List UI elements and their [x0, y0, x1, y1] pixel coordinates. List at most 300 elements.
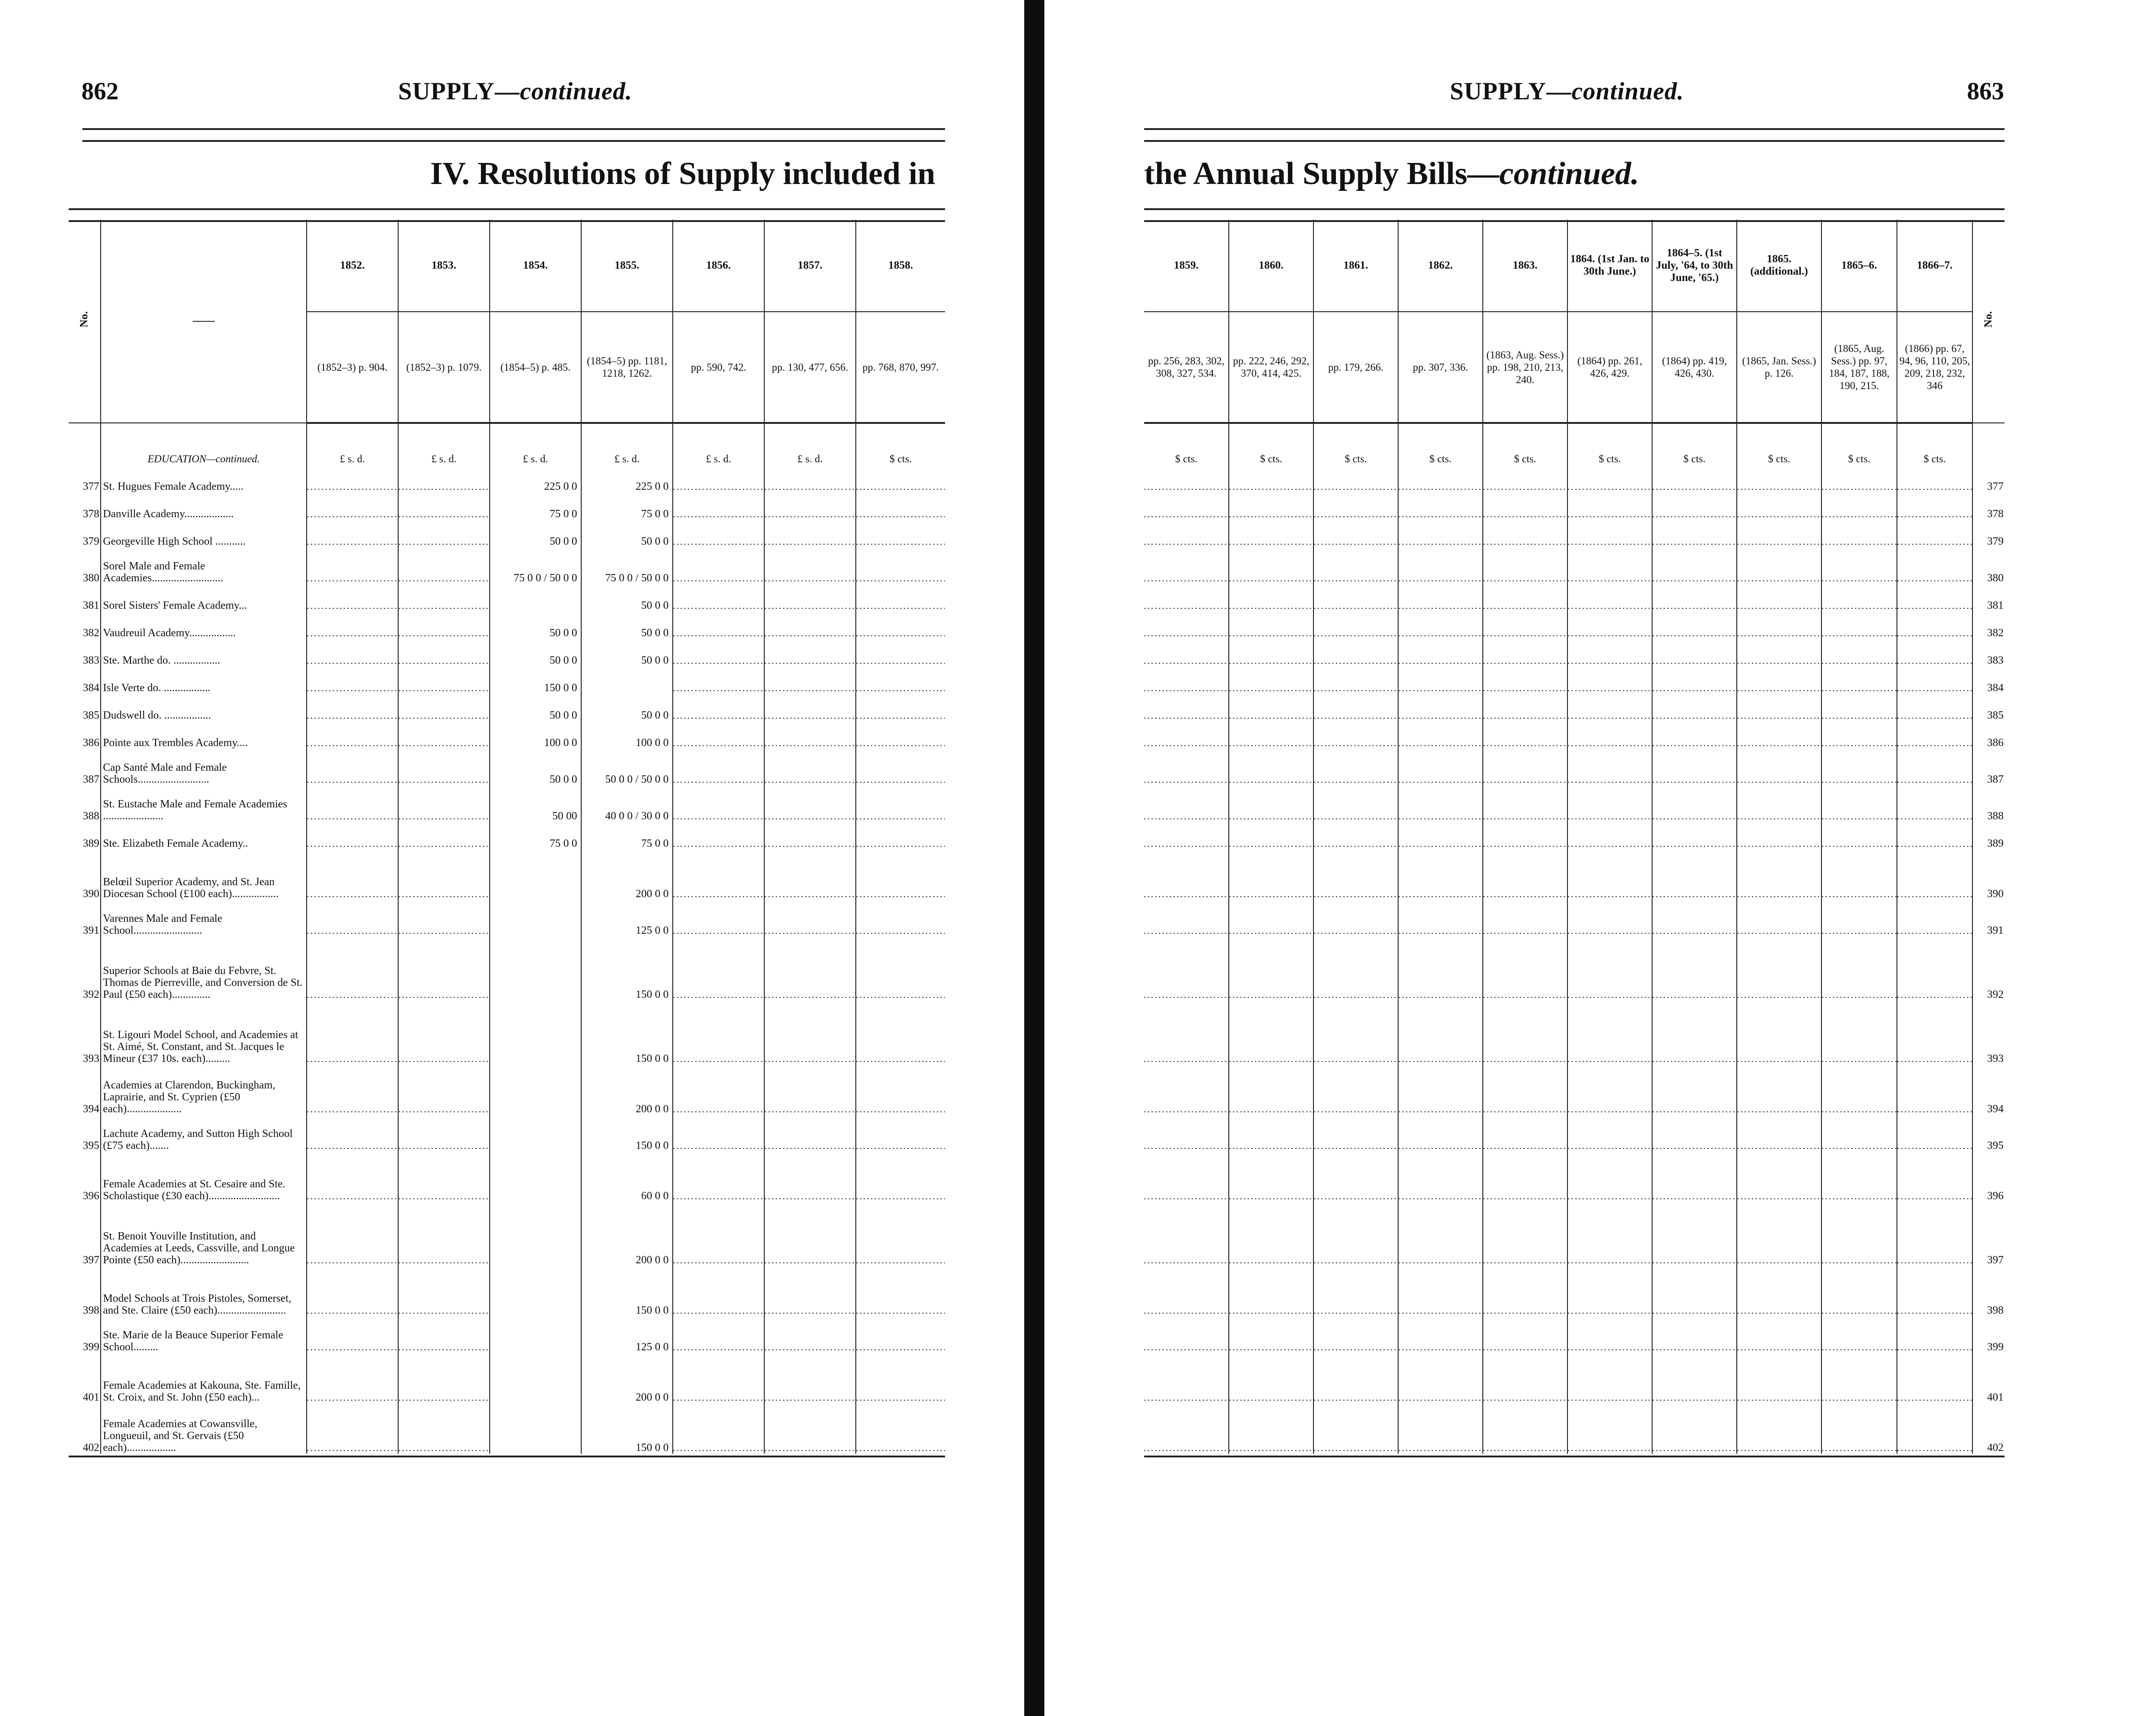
table-row: [69, 850, 945, 900]
empty-cell: [1652, 1316, 1737, 1353]
empty-cell: [1567, 1266, 1652, 1316]
unit-label: $ cts.: [1737, 423, 1821, 465]
empty-cell: [1229, 1266, 1313, 1316]
empty-cell: [764, 1266, 856, 1316]
unit-label: £ s. d.: [398, 423, 490, 465]
table-row: [69, 520, 945, 547]
row-item: Pointe aux Trembles Academy....: [101, 721, 307, 749]
empty-cell: [1144, 520, 1229, 547]
empty-cell: [307, 1115, 398, 1152]
ref-header-7: (1865, Jan. Sess.) p. 126.: [1737, 312, 1821, 423]
ref-header-5: pp. 130, 477, 656.: [764, 312, 856, 423]
ref-header-3: (1854–5) pp. 1181, 1218, 1262.: [581, 312, 673, 423]
table-row: [69, 1115, 945, 1152]
row-number: 384: [83, 682, 99, 694]
table-row: [69, 936, 945, 1001]
empty-cell: [1313, 520, 1398, 547]
empty-cell: [1821, 666, 1897, 694]
empty-cell: [1897, 639, 1972, 666]
empty-cell: [1897, 1353, 1972, 1403]
empty-cell: [1567, 721, 1652, 749]
empty-cell: [1567, 694, 1652, 721]
row-number: 388: [83, 810, 99, 822]
empty-cell: [398, 1316, 490, 1353]
empty-cell: [856, 749, 945, 785]
empty-cell: [856, 694, 945, 721]
empty-cell: [1313, 900, 1398, 936]
empty-cell: [1737, 1152, 1821, 1202]
empty-cell: [1821, 547, 1897, 584]
empty-cell: [398, 612, 490, 639]
empty-cell: [1144, 721, 1229, 749]
header-rule-left: [82, 128, 945, 142]
empty-cell: [856, 850, 945, 900]
empty-cell: [1652, 1065, 1737, 1115]
empty-cell: [1652, 493, 1737, 520]
empty-cell: [673, 1316, 764, 1353]
no-column-header: No.: [69, 220, 101, 423]
empty-cell: [1483, 1353, 1567, 1403]
empty-cell: [1652, 612, 1737, 639]
empty-cell: [673, 1353, 764, 1403]
empty-cell: [673, 850, 764, 900]
empty-cell: [1567, 1065, 1652, 1115]
table-row: [69, 1152, 945, 1202]
empty-cell: [673, 1065, 764, 1115]
empty-cell: [1567, 1316, 1652, 1353]
empty-cell: [1229, 1316, 1313, 1353]
table-bottom-rule-left: [69, 1456, 945, 1457]
year-header-1: 1853.: [398, 220, 490, 312]
ref-header-8: (1865, Aug. Sess.) pp. 97, 184, 187, 188, 190, 215.: [1821, 312, 1897, 423]
row-item: Varennes Male and Female School.........................: [101, 900, 307, 936]
empty-cell: [1652, 639, 1737, 666]
empty-cell: [1313, 465, 1398, 493]
row-number: 380: [1972, 547, 2005, 584]
year-header-6: 1858.: [856, 220, 945, 312]
row-item: Sorel Sisters' Female Academy...: [101, 584, 307, 612]
table-row: [1144, 1065, 2005, 1115]
empty-cell: [673, 493, 764, 520]
empty-cell: [398, 1266, 490, 1316]
empty-cell: [1567, 749, 1652, 785]
year-header-3: 1862.: [1398, 220, 1483, 312]
unit-label: $ cts.: [1398, 423, 1483, 465]
empty-cell: [1737, 850, 1821, 900]
empty-cell: [307, 1001, 398, 1065]
table-row: [1144, 785, 2005, 822]
empty-cell: [1144, 1266, 1229, 1316]
value-1854: [490, 850, 581, 900]
value-1855: 100 0 0: [581, 721, 673, 749]
empty-cell: [1652, 694, 1737, 721]
empty-cell: [1398, 1001, 1483, 1065]
empty-cell: [1897, 1202, 1972, 1266]
empty-cell: [1897, 1152, 1972, 1202]
table-heading-left: IV. Resolutions of Supply included in: [430, 156, 935, 191]
empty-cell: [1483, 900, 1567, 936]
empty-cell: [1144, 1065, 1229, 1115]
empty-cell: [856, 1403, 945, 1454]
empty-cell: [1313, 493, 1398, 520]
empty-cell: [1313, 1202, 1398, 1266]
value-1855: 75 0 0: [581, 822, 673, 850]
value-1854: 75 0 0: [490, 822, 581, 850]
empty-cell: [1897, 1065, 1972, 1115]
empty-cell: [1897, 520, 1972, 547]
empty-cell: [856, 547, 945, 584]
ref-header-0: (1852–3) p. 904.: [307, 312, 398, 423]
empty-cell: [856, 666, 945, 694]
empty-cell: [764, 694, 856, 721]
row-number: 393: [83, 1053, 99, 1065]
empty-cell: [1398, 785, 1483, 822]
value-1854: [490, 1202, 581, 1266]
empty-cell: [856, 1202, 945, 1266]
row-number: 397: [1972, 1202, 2005, 1266]
empty-cell: [1229, 694, 1313, 721]
value-1855: 200 0 0: [581, 1353, 673, 1403]
unit-label: $ cts.: [1567, 423, 1652, 465]
row-item: Vaudreuil Academy.................: [101, 612, 307, 639]
empty-cell: [856, 1115, 945, 1152]
empty-cell: [1313, 1115, 1398, 1152]
empty-cell: [673, 900, 764, 936]
row-number: 377: [1972, 465, 2005, 493]
empty-cell: [1229, 1403, 1313, 1454]
row-item: Ste. Marthe do. .................: [101, 639, 307, 666]
empty-cell: [1897, 465, 1972, 493]
empty-cell: [1737, 900, 1821, 936]
empty-cell: [398, 822, 490, 850]
page-number-left: 862: [81, 77, 119, 105]
ref-header-0: pp. 256, 283, 302, 308, 327, 534.: [1144, 312, 1229, 423]
empty-cell: [1313, 1001, 1398, 1065]
year-header-5: 1857.: [764, 220, 856, 312]
empty-cell: [1313, 1266, 1398, 1316]
row-number: 377: [83, 481, 99, 493]
empty-cell: [398, 584, 490, 612]
row-number: 382: [1972, 612, 2005, 639]
empty-cell: [673, 465, 764, 493]
section-label: EDUCATION—continued.: [101, 423, 307, 465]
unit-label: £ s. d.: [307, 423, 398, 465]
table-row: [1144, 900, 2005, 936]
empty-cell: [307, 465, 398, 493]
empty-cell: [307, 1152, 398, 1202]
empty-cell: [1483, 721, 1567, 749]
row-item: Female Academies at Cowansville, Longueuil, and St. Gervais (£50 each)..................: [101, 1403, 307, 1454]
empty-cell: [1483, 666, 1567, 694]
empty-cell: [1144, 1403, 1229, 1454]
row-number: 386: [83, 737, 99, 749]
row-item: Model Schools at Trois Pistoles, Somerset, and Ste. Claire (£50 each).........................: [101, 1266, 307, 1316]
row-number: 389: [1972, 822, 2005, 850]
empty-cell: [1652, 465, 1737, 493]
empty-cell: [1144, 822, 1229, 850]
table-row: [1144, 520, 2005, 547]
row-number: 392: [83, 989, 99, 1001]
page-number-right: 863: [1967, 77, 2004, 105]
table-row: [69, 749, 945, 785]
empty-cell: [1313, 1353, 1398, 1403]
empty-cell: [1737, 1115, 1821, 1152]
table-row: [69, 666, 945, 694]
year-header-1: 1860.: [1229, 220, 1313, 312]
empty-cell: [1737, 936, 1821, 1001]
row-item: St. Benoit Youville Institution, and Academies at Leeds, Cassville, and Longue Pointe (£50 each).........................: [101, 1202, 307, 1266]
empty-cell: [1483, 639, 1567, 666]
table-row: [1144, 1001, 2005, 1065]
empty-cell: [1483, 1202, 1567, 1266]
value-1855: 50 0 0: [581, 520, 673, 547]
row-item: St. Ligouri Model School, and Academies at St. Aimé, St. Constant, and St. Jacques le Mineur (£37 10s. each).........: [101, 1001, 307, 1065]
value-1855: 125 0 0: [581, 900, 673, 936]
table-row: [69, 639, 945, 666]
empty-cell: [307, 547, 398, 584]
empty-cell: [1229, 1353, 1313, 1403]
empty-cell: [1483, 1266, 1567, 1316]
empty-cell: [673, 1152, 764, 1202]
empty-cell: [1897, 612, 1972, 639]
empty-cell: [1652, 547, 1737, 584]
year-header-3: 1855.: [581, 220, 673, 312]
empty-cell: [764, 666, 856, 694]
empty-cell: [398, 1152, 490, 1202]
empty-cell: [1144, 493, 1229, 520]
book-spine: [1024, 0, 1044, 1716]
empty-cell: [1652, 822, 1737, 850]
value-1855: 50 0 0: [581, 639, 673, 666]
value-1855: 50 0 0: [581, 612, 673, 639]
empty-cell: [673, 666, 764, 694]
value-1854: [490, 1001, 581, 1065]
empty-cell: [856, 612, 945, 639]
table-row: [69, 694, 945, 721]
row-number: 402: [83, 1442, 99, 1454]
empty-cell: [307, 666, 398, 694]
row-number: 381: [83, 600, 99, 612]
empty-cell: [398, 900, 490, 936]
empty-cell: [764, 822, 856, 850]
empty-cell: [398, 1115, 490, 1152]
empty-cell: [307, 694, 398, 721]
empty-cell: [856, 520, 945, 547]
table-row: [1144, 493, 2005, 520]
row-item: St. Eustache Male and Female Academies ......................: [101, 785, 307, 822]
value-1854: 150 0 0: [490, 666, 581, 694]
empty-cell: [1821, 612, 1897, 639]
ref-header-6: (1864) pp. 419, 426, 430.: [1652, 312, 1737, 423]
empty-cell: [398, 1403, 490, 1454]
empty-cell: [1897, 493, 1972, 520]
empty-cell: [1821, 1266, 1897, 1316]
empty-cell: [1652, 1115, 1737, 1152]
table-row: [1144, 612, 2005, 639]
row-number: 390: [83, 888, 99, 900]
empty-cell: [1229, 900, 1313, 936]
empty-cell: [1737, 1266, 1821, 1316]
empty-cell: [764, 520, 856, 547]
empty-cell: [1398, 1403, 1483, 1454]
empty-cell: [307, 584, 398, 612]
empty-cell: [1144, 666, 1229, 694]
empty-cell: [1652, 1403, 1737, 1454]
table-bottom-rule-right: [1144, 1456, 2005, 1457]
row-item: Lachute Academy, and Sutton High School (£75 each).......: [101, 1115, 307, 1152]
row-item: Ste. Elizabeth Female Academy..: [101, 822, 307, 850]
empty-cell: [398, 465, 490, 493]
empty-cell: [1737, 1001, 1821, 1065]
value-1854: 50 0 0: [490, 749, 581, 785]
empty-cell: [673, 936, 764, 1001]
empty-cell: [1483, 520, 1567, 547]
unit-label: $ cts.: [1821, 423, 1897, 465]
empty-cell: [1821, 1001, 1897, 1065]
empty-cell: [307, 900, 398, 936]
empty-cell: [673, 1001, 764, 1065]
empty-cell: [1897, 721, 1972, 749]
empty-cell: [307, 822, 398, 850]
value-1854: [490, 936, 581, 1001]
row-number: 381: [1972, 584, 2005, 612]
empty-cell: [764, 639, 856, 666]
empty-cell: [1144, 639, 1229, 666]
row-number: 391: [83, 925, 99, 936]
value-1854: 225 0 0: [490, 465, 581, 493]
table-row: [1144, 639, 2005, 666]
empty-cell: [1313, 850, 1398, 900]
value-1854: [490, 1316, 581, 1353]
empty-cell: [307, 520, 398, 547]
row-number: 397: [83, 1254, 99, 1266]
row-item: Female Academies at St. Cesaire and Ste. Scholastique (£30 each)..........................: [101, 1152, 307, 1202]
table-row: [69, 584, 945, 612]
empty-cell: [1398, 1316, 1483, 1353]
table-row: [69, 465, 945, 493]
empty-cell: [1483, 1403, 1567, 1454]
year-header-2: 1854.: [490, 220, 581, 312]
value-1854: 75 0 0 / 50 0 0: [490, 547, 581, 584]
empty-cell: [1652, 584, 1737, 612]
empty-cell: [1144, 465, 1229, 493]
empty-cell: [1229, 822, 1313, 850]
table-row: [69, 612, 945, 639]
year-header-4: 1856.: [673, 220, 764, 312]
empty-cell: [1737, 785, 1821, 822]
row-item: Georgeville High School ...........: [101, 520, 307, 547]
empty-cell: [398, 666, 490, 694]
empty-cell: [1144, 936, 1229, 1001]
empty-cell: [1821, 721, 1897, 749]
row-number: 380: [83, 572, 99, 584]
empty-cell: [1144, 1202, 1229, 1266]
empty-cell: [856, 900, 945, 936]
value-1855: 60 0 0: [581, 1152, 673, 1202]
empty-cell: [1567, 612, 1652, 639]
value-1855: 75 0 0 / 50 0 0: [581, 547, 673, 584]
unit-label: £ s. d.: [581, 423, 673, 465]
empty-cell: [1229, 520, 1313, 547]
no-column-header-right: No.: [1972, 220, 2005, 423]
empty-cell: [1737, 1065, 1821, 1115]
empty-cell: [1229, 1152, 1313, 1202]
empty-cell: [1144, 1115, 1229, 1152]
row-number: 396: [1972, 1152, 2005, 1202]
year-header-4: 1863.: [1483, 220, 1567, 312]
table-row: [1144, 547, 2005, 584]
empty-cell: [1567, 1353, 1652, 1403]
empty-cell: [1652, 520, 1737, 547]
row-number: 383: [1972, 639, 2005, 666]
empty-cell: [1229, 584, 1313, 612]
empty-cell: [1821, 900, 1897, 936]
empty-cell: [1398, 1115, 1483, 1152]
empty-cell: [1398, 547, 1483, 584]
value-1854: 75 0 0: [490, 493, 581, 520]
empty-cell: [764, 547, 856, 584]
value-1854: [490, 1266, 581, 1316]
empty-cell: [764, 584, 856, 612]
value-1855: 225 0 0: [581, 465, 673, 493]
empty-cell: [856, 1266, 945, 1316]
empty-cell: [307, 850, 398, 900]
table-row: [69, 1266, 945, 1316]
empty-cell: [673, 721, 764, 749]
empty-cell: [1821, 639, 1897, 666]
empty-cell: [1313, 1316, 1398, 1353]
value-1854: 50 0 0: [490, 639, 581, 666]
value-1854: 50 0 0: [490, 520, 581, 547]
empty-cell: [1652, 1001, 1737, 1065]
row-number: 390: [1972, 850, 2005, 900]
row-number: 394: [1972, 1065, 2005, 1115]
empty-cell: [1821, 785, 1897, 822]
empty-cell: [1313, 822, 1398, 850]
empty-cell: [856, 584, 945, 612]
empty-cell: [764, 785, 856, 822]
empty-cell: [1897, 547, 1972, 584]
empty-cell: [1398, 639, 1483, 666]
empty-cell: [1483, 822, 1567, 850]
empty-cell: [398, 493, 490, 520]
empty-cell: [1398, 612, 1483, 639]
year-header-0: 1859.: [1144, 220, 1229, 312]
value-1854: 50 0 0: [490, 694, 581, 721]
empty-cell: [1652, 749, 1737, 785]
empty-cell: [1737, 612, 1821, 639]
row-number: 392: [1972, 936, 2005, 1001]
empty-cell: [1229, 1065, 1313, 1115]
empty-cell: [1652, 721, 1737, 749]
empty-cell: [764, 1115, 856, 1152]
row-item: Academies at Clarendon, Buckingham, Laprairie, and St. Cyprien (£50 each)....................: [101, 1065, 307, 1115]
empty-cell: [1737, 694, 1821, 721]
empty-cell: [1652, 1266, 1737, 1316]
empty-cell: [673, 694, 764, 721]
ref-header-1: pp. 222, 246, 292, 370, 414, 425.: [1229, 312, 1313, 423]
empty-cell: [1398, 822, 1483, 850]
unit-label: $ cts.: [856, 423, 945, 465]
empty-cell: [1313, 1403, 1398, 1454]
value-1854: 50 00: [490, 785, 581, 822]
empty-cell: [856, 1152, 945, 1202]
empty-cell: [1229, 666, 1313, 694]
table-row: [69, 1316, 945, 1353]
empty-cell: [1229, 850, 1313, 900]
empty-cell: [1567, 520, 1652, 547]
left-page: [0, 0, 1021, 1716]
